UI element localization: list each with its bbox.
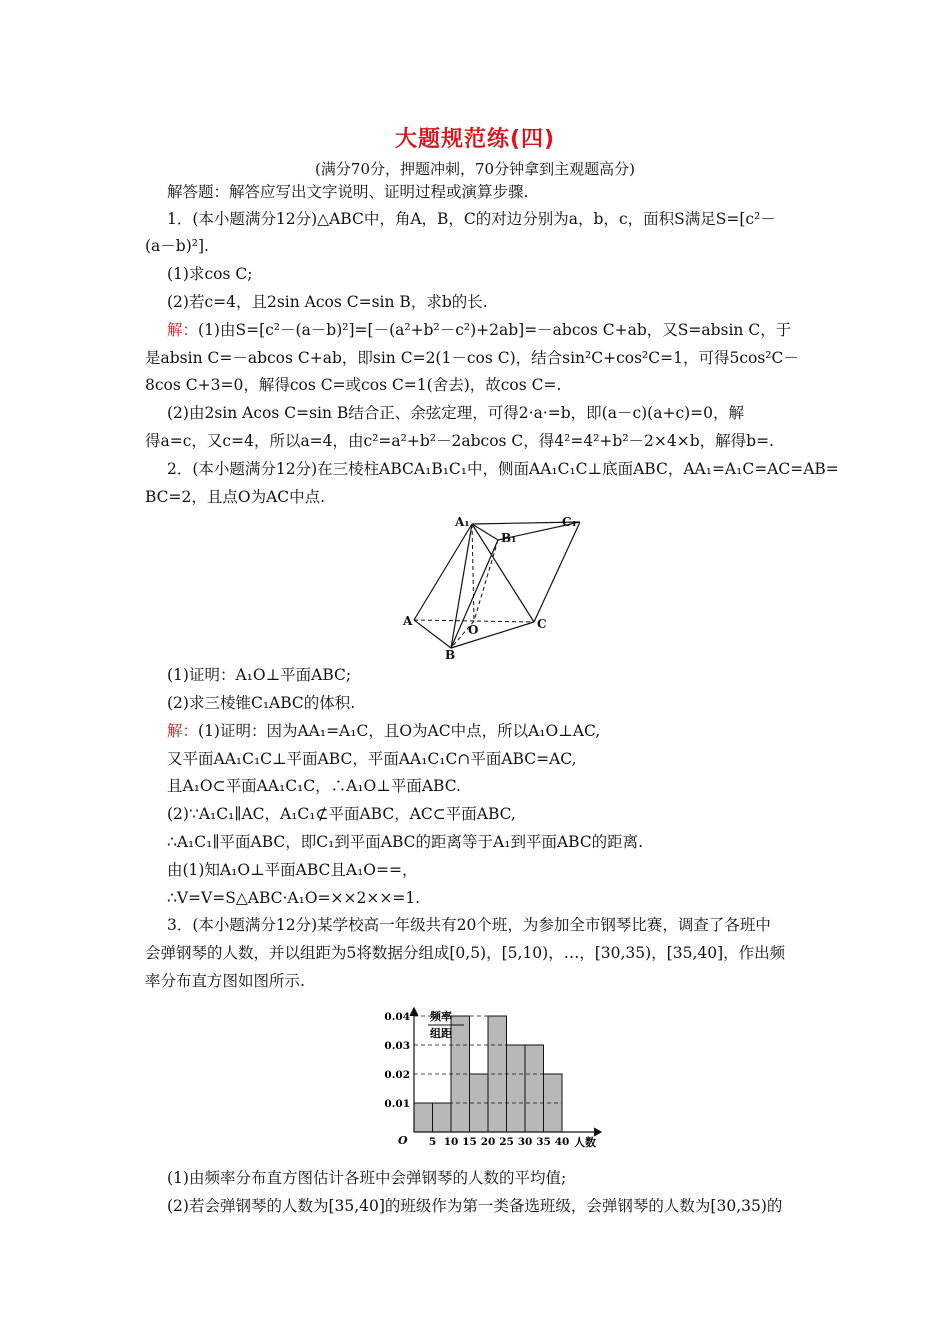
solution-2-line: ∴A₁C₁∥平面ABC，即C₁到平面ABC的距离等于A₁到平面ABC的距离. <box>167 833 644 851</box>
x-tick-label: 40 <box>554 1136 570 1148</box>
x-axis-label: 人数 <box>574 1136 596 1149</box>
solution-label: 解： <box>167 321 199 339</box>
solution-1-line: 得a=c，又c=4，所以a=4，由c²=a²+b²－2abcos C，得4²=4²+b²－2×4×b，解得b=. <box>145 432 774 450</box>
vertex-label-a: A <box>403 614 413 628</box>
histogram-bar <box>507 1045 526 1132</box>
problem-2-line: 2．(本小题满分12分)在三棱柱ABCA₁B₁C₁中，侧面AA₁C₁C⊥底面ABC，AA₁=A₁C=AC=AB= <box>167 460 839 478</box>
solution-2-line: 解：(1)证明：因为AA₁=A₁C，且O为AC中点，所以A₁O⊥AC, <box>167 722 601 740</box>
problem-2-part-1: (1)证明：A₁O⊥平面ABC; <box>167 666 352 684</box>
problem-3-line: 3．(本小题满分12分)某学校高一年级共有20个班，为参加全市钢琴比赛，调查了各班中 <box>167 916 771 934</box>
origin-label: O <box>398 1134 408 1147</box>
histogram-bar <box>525 1045 544 1132</box>
histogram-bar <box>433 1103 452 1132</box>
solution-2-line: ∴V=V=S△ABC·A₁O=××2××=1. <box>167 889 421 907</box>
histogram-bar <box>488 1016 507 1132</box>
problem-1-part-1: (1)求cos C; <box>167 265 253 283</box>
page-title: 大题规范练(四) <box>394 127 556 152</box>
y-tick-label: 0.01 <box>384 1098 410 1110</box>
solution-1-line: (2)由2sin Acos C=sin B结合正、余弦定理，可得2·a·=b，即(a－c)(a+c)=0，解 <box>167 404 745 422</box>
problem-3-part-2: (2)若会弹钢琴的人数为[35,40]的班级作为第一类备选班级，会弹钢琴的人数为[30,35)的 <box>167 1197 783 1215</box>
problem-1-line: (a－b)²]. <box>145 237 209 255</box>
x-tick-label: 20 <box>480 1136 496 1148</box>
vertex-label-c1: C₁ <box>562 515 577 529</box>
y-tick-labels <box>384 1011 410 1110</box>
vertex-label-o: O <box>468 623 479 637</box>
solution-2-line: 又平面AA₁C₁C⊥平面ABC，平面AA₁C₁C∩平面ABC=AC, <box>167 750 577 768</box>
vertex-label-a1: A₁ <box>455 515 470 529</box>
x-tick-labels <box>429 1136 569 1148</box>
problem-2-part-2: (2)求三棱锥C₁ABC的体积. <box>167 694 356 712</box>
histogram-chart <box>368 1000 618 1152</box>
y-tick-label: 0.04 <box>384 1011 410 1023</box>
x-tick-label: 25 <box>499 1136 514 1148</box>
problem-3-line: 率分布直方图如图所示. <box>145 972 305 990</box>
problem-1-line: 1．(本小题满分12分)△ABC中，角A，B，C的对边分别为a，b，c，面积S满足S=[c²－ <box>167 210 776 228</box>
page-subtitle: (满分70分，押题冲刺，70分钟拿到主观题高分) <box>315 160 635 178</box>
solution-1-line: 8cos C+3=0，解得cos C=或cos C=1(舍去)，故cos C=. <box>145 376 562 394</box>
x-tick-label: 30 <box>517 1136 533 1148</box>
y-axis-label-top: 频率 <box>430 1010 452 1023</box>
x-tick-label: 15 <box>462 1136 477 1148</box>
histogram-bar <box>544 1074 563 1132</box>
x-tick-label: 5 <box>428 1136 437 1148</box>
problem-1-part-2: (2)若c=4，且2sin Acos C=sin B，求b的长. <box>167 293 488 311</box>
y-tick-label: 0.03 <box>384 1040 410 1052</box>
y-axis-label-bottom: 组距 <box>430 1027 452 1040</box>
solution-1-line: 解：(1)由S=[c²－(a－b)²]=[－(a²+b²－c²)+2ab]=－abcos C+ab，又S=absin C，于 <box>167 321 792 339</box>
vertex-label-b: B <box>445 648 456 660</box>
solution-label: 解： <box>167 722 199 740</box>
instruction-line: 解答题：解答应写出文字说明、证明过程或演算步骤. <box>167 183 529 201</box>
x-tick-label: 35 <box>536 1136 551 1148</box>
x-tick-label: 10 <box>443 1136 459 1148</box>
y-tick-label: 0.02 <box>384 1069 410 1081</box>
vertex-label-b1: B₁ <box>501 531 517 545</box>
solution-1-line: 是absin C=－abcos C+ab，即sin C=2(1－cos C)，结合sin²C+cos²C=1，可得5cos²C－ <box>145 349 799 367</box>
solution-2-line: 由(1)知A₁O⊥平面ABC且A₁O==， <box>167 861 418 879</box>
histogram-bar <box>414 1103 433 1132</box>
problem-2-line: BC=2，且点O为AC中点. <box>145 488 326 506</box>
problem-3-part-1: (1)由频率分布直方图估计各班中会弹钢琴的人数的平均值; <box>167 1169 567 1187</box>
solution-2-line: 且A₁O⊂平面AA₁C₁C，∴A₁O⊥平面ABC. <box>167 777 461 795</box>
problem-3-line: 会弹钢琴的人数，并以组距为5将数据分组成[0,5)，[5,10)，…，[30,35)，[35,40]，作出频 <box>145 944 786 962</box>
vertex-label-c: C <box>537 617 547 631</box>
solution-2-line: (2)∵A₁C₁∥AC，A₁C₁⊄平面ABC，AC⊂平面ABC, <box>167 805 516 823</box>
prism-figure <box>400 510 580 660</box>
